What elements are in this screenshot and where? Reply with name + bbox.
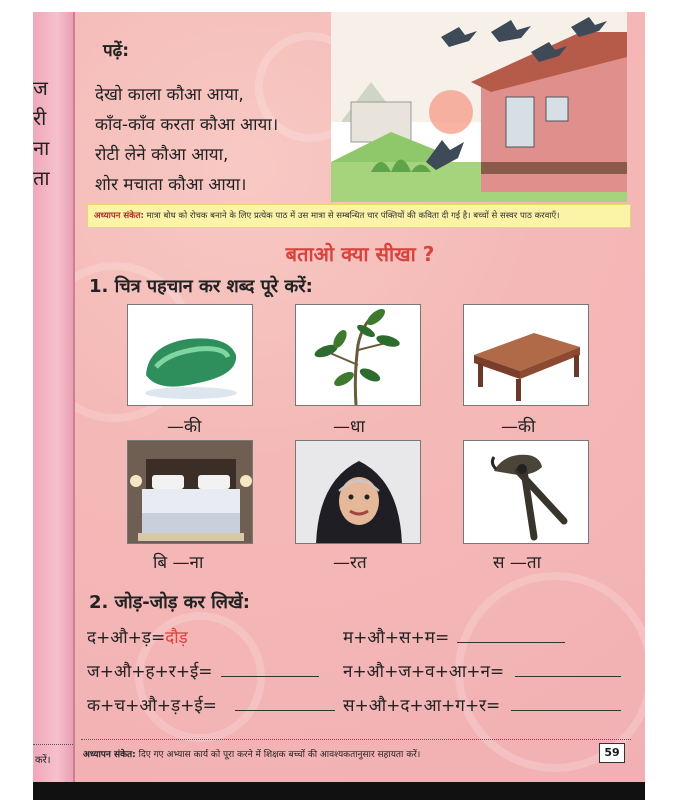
combine-answer: दौड़	[165, 628, 188, 648]
crow-house-illustration	[331, 12, 627, 202]
picture-word-blank: —धा	[333, 417, 365, 437]
footer-note-label: अध्यापन संकेत:	[83, 750, 136, 760]
combine-expression: न+औ+ज+व+आ+न=	[343, 662, 505, 682]
cucumber-image	[127, 304, 253, 406]
picture-word-blank: —की	[501, 417, 536, 437]
question-2-heading: 2. जोड़-जोड़ कर लिखें:	[89, 592, 250, 613]
picture-word-blank: स —ता	[493, 553, 541, 573]
previous-page-text: ता	[33, 166, 50, 190]
previous-page-text: ना	[33, 136, 50, 160]
previous-page-edge	[33, 12, 75, 782]
teacher-note-label: अध्यापन संकेत:	[94, 211, 144, 221]
reading-title: पढ़ें:	[103, 41, 130, 61]
nutcracker-image	[463, 440, 589, 544]
previous-page-rule	[33, 744, 73, 745]
footer-note-text: दिए गए अभ्यास कार्य को पूरा करने में शिक्षक बच्चों की आवश्यकतानुसार सहायता करें।	[135, 750, 421, 760]
woman-portrait-image	[295, 440, 421, 544]
poem-line: रोटी लेने कौआ आया,	[95, 145, 229, 165]
wooden-stool-image	[463, 304, 589, 406]
question-1-heading: 1. चित्र पहचान कर शब्द पूरे करें:	[89, 276, 313, 297]
teacher-note-top	[87, 204, 631, 228]
bed-image	[127, 440, 253, 544]
picture-word-blank: —की	[167, 417, 202, 437]
answer-blank[interactable]	[235, 710, 335, 711]
combine-expression-text: द+औ+ड़=	[87, 628, 166, 648]
teacher-note-bottom	[83, 747, 420, 760]
previous-page-text: ज	[33, 76, 48, 100]
picture-word-blank: —रत	[333, 553, 367, 573]
answer-blank[interactable]	[515, 676, 621, 677]
main-page	[75, 12, 645, 782]
combine-expression: ज+औ+ह+र+ई=	[87, 662, 213, 682]
combine-expression	[87, 625, 188, 648]
answer-blank[interactable]	[511, 710, 621, 711]
answer-blank[interactable]	[221, 676, 319, 677]
combine-expression: क+च+औ+ड़+ई=	[87, 696, 217, 716]
combine-expression: स+औ+द+आ+ग+र=	[343, 696, 501, 716]
teacher-note-text: मात्रा बोध को रोचक बनाने के लिए प्रत्येक पाठ में उस मात्रा से सम्बन्धित चार पंक्तियों की कविता दी गई है। बच्चों से सस्वर पाठ करवाएँ।	[143, 211, 560, 221]
plant-branch-image	[295, 304, 421, 406]
previous-page-note: करें।	[35, 755, 51, 766]
poem-line: काँव-काँव करता कौआ आया।	[95, 115, 279, 135]
section-title: बताओ क्या सीखा ?	[285, 242, 435, 266]
scan-bottom-edge	[33, 782, 645, 800]
poem-line: देखो काला कौआ आया,	[95, 85, 244, 105]
combine-expression: म+औ+स+म=	[343, 628, 450, 648]
previous-page-text: री	[33, 106, 47, 130]
footer-rule	[81, 739, 631, 740]
page-number: 59	[599, 743, 625, 763]
picture-word-blank: बि —ना	[153, 553, 204, 573]
poem-line: शोर मचाता कौआ आया।	[95, 175, 247, 195]
answer-blank[interactable]	[457, 642, 565, 643]
